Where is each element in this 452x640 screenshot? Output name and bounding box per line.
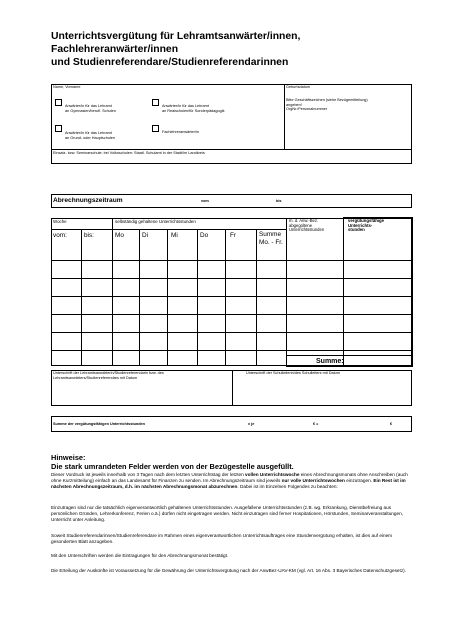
- option-fachlehrer-label: Fachlehreranwärter/in: [162, 130, 199, 134]
- title-line-2: und Studienreferendare/Studienreferendarinnen: [51, 57, 289, 68]
- period-from-label: vom: [201, 199, 209, 203]
- table-row: [51, 332, 412, 333]
- hints-paragraph-4: Mit den Unterschriften werden die Eintragungen für den Abrechnungsmonat bestätigt.: [51, 553, 229, 558]
- checkbox-grundschule[interactable]: [55, 125, 62, 132]
- checkbox-fachlehrer[interactable]: [152, 125, 159, 132]
- title-line-1: Unterrichtsvergütung für Lehramtsanwärter/innen, Fachlehreranwärter/innen: [51, 31, 301, 55]
- signature-left-label: Unterschrift der Lehramtsanwärterin/Studienreferendarin bzw. des Lehramtsanwärters/Studienreferendars mit Datum: [53, 371, 164, 380]
- col-fr: Fr: [230, 232, 237, 239]
- school-label: Einsatz- bzw. Seminarschule; bei Volksschulen: Staatl. Schulamt in der Stadt/im Landkreis: [53, 151, 205, 155]
- header-week: Woche: [53, 219, 67, 224]
- period-to-label: bis: [276, 199, 282, 203]
- header-settled: m. d. Anw.-Bez. abgegoltene Unterrichtsstunden: [289, 218, 325, 233]
- option-realschule-label: Anwärter/in für das Lehramt an Realschulen/für Sonderpädagogik: [162, 104, 225, 113]
- hints-paragraph-3: Soweit Studienreferendarinnen/Studienreferendare im Rahmen eines eigenverantwortlichen Unterrichtsauftrages eine Stundenvergütung erhalten, ist dies auf einem gesonderten Blatt anzugeben.: [51, 533, 393, 544]
- hints-paragraph-1: Dieser Vordruck ist jeweils innerhalb von 3 Tagen nach dem letzten Unterrichtstag der letzten vollen Unterrichtswoche eines Abrechnungsmonats ohne Anschreiben (auch ohne Kurzmitteilung) einfach an das Landesamt für Finanzen zu senden. Im Abrechnungszeitraum sind jeweils nur volle Unterrichtswochen einzutragen. Ein Rest ist im nächsten Abrechnungszeitraum, d.h. im nächsten Abrechnungsmonat abzurechnen. Dabei ist im Einzelnen Folgendes zu beachten:: [51, 472, 408, 489]
- birth-date-label: Geburtsdatum: [286, 85, 311, 89]
- col-bis: bis:: [84, 232, 94, 239]
- col-mo: Mo: [115, 232, 124, 239]
- option-gymnasium-label: Anwärter/in für das Lehramt an Gymnasien/berufl. Schulen: [65, 104, 116, 113]
- page-title: [51, 30, 411, 69]
- summary-times: x je: [248, 422, 255, 426]
- sum-cell: [286, 355, 413, 367]
- col-di: Di: [142, 232, 149, 239]
- table-row: [51, 350, 412, 351]
- summary-label: Summe der vergütungsfähigen Unterrichtsstunden: [53, 422, 145, 426]
- period-label: Abrechnungszeitraum: [53, 197, 123, 204]
- sum-label: Summe:: [316, 358, 344, 365]
- table-row: [51, 314, 412, 315]
- hints-heading-2: Die stark umrandeten Felder werden von der Bezügestelle ausgefüllt.: [51, 462, 294, 471]
- col-vom: vom:: [53, 232, 67, 239]
- hints-paragraph-2: Einzutragen sind nur die tatsächlich eigenverantwortlich gehaltenen Unterrichtsstunden. Ausgefallene Unterrichtsstunden (z.B. wg. Erkrankung, Dienstbefreiung aus persönlichen Gründen, Lehrerkonferenz, Ferien o.ä.) dürfen nicht eingetragen werden. Nicht einzutragen sind ferner Hospitationen, Hörstunden, Seminarveranstaltungen, Unterricht unter Anleitung.: [51, 505, 404, 522]
- reference-label: Bitte Geschäftszeichen (siehe Bezügemitteilung) angeben! OrgNr./Personalnummer: [286, 98, 368, 112]
- checkbox-realschule[interactable]: [152, 99, 159, 106]
- eligible-column: [343, 217, 413, 367]
- col-sum: Summe Mo. - Fr.: [259, 231, 283, 246]
- table-row: [51, 278, 412, 279]
- hints-paragraph-5: Die Erteilung der Auskünfte ist Voraussetzung für die Gewährung der Unterrichtsvergütung nach der AnwBez-UAV-KM (vgl. Art. 16 Abs. 3 Bayerisches Datenschutzgesetz).: [51, 568, 407, 573]
- checkbox-gymnasium[interactable]: [55, 99, 62, 106]
- hints-heading: [51, 453, 411, 471]
- summary-eq: € =: [313, 422, 319, 426]
- summary-currency: €: [390, 422, 393, 426]
- option-grundschule-label: Anwärter/in für das Lehramt an Grund- oder Hauptschulen: [65, 131, 116, 140]
- col-mi: Mi: [171, 232, 178, 239]
- name-label: Name, Vorname: [53, 85, 81, 89]
- hints-heading-1: Hinweise:: [51, 453, 86, 462]
- header-taught: selbständig gehaltene Unterrichtsstunden: [115, 219, 196, 224]
- table-row: [51, 296, 412, 297]
- signature-right-label: Unterschrift der Schulleiterin/des Schulleiters mit Datum: [246, 371, 340, 375]
- col-do: Do: [200, 232, 209, 239]
- header-eligible: vergütungsfähige Unterrichts- stunden: [348, 218, 385, 233]
